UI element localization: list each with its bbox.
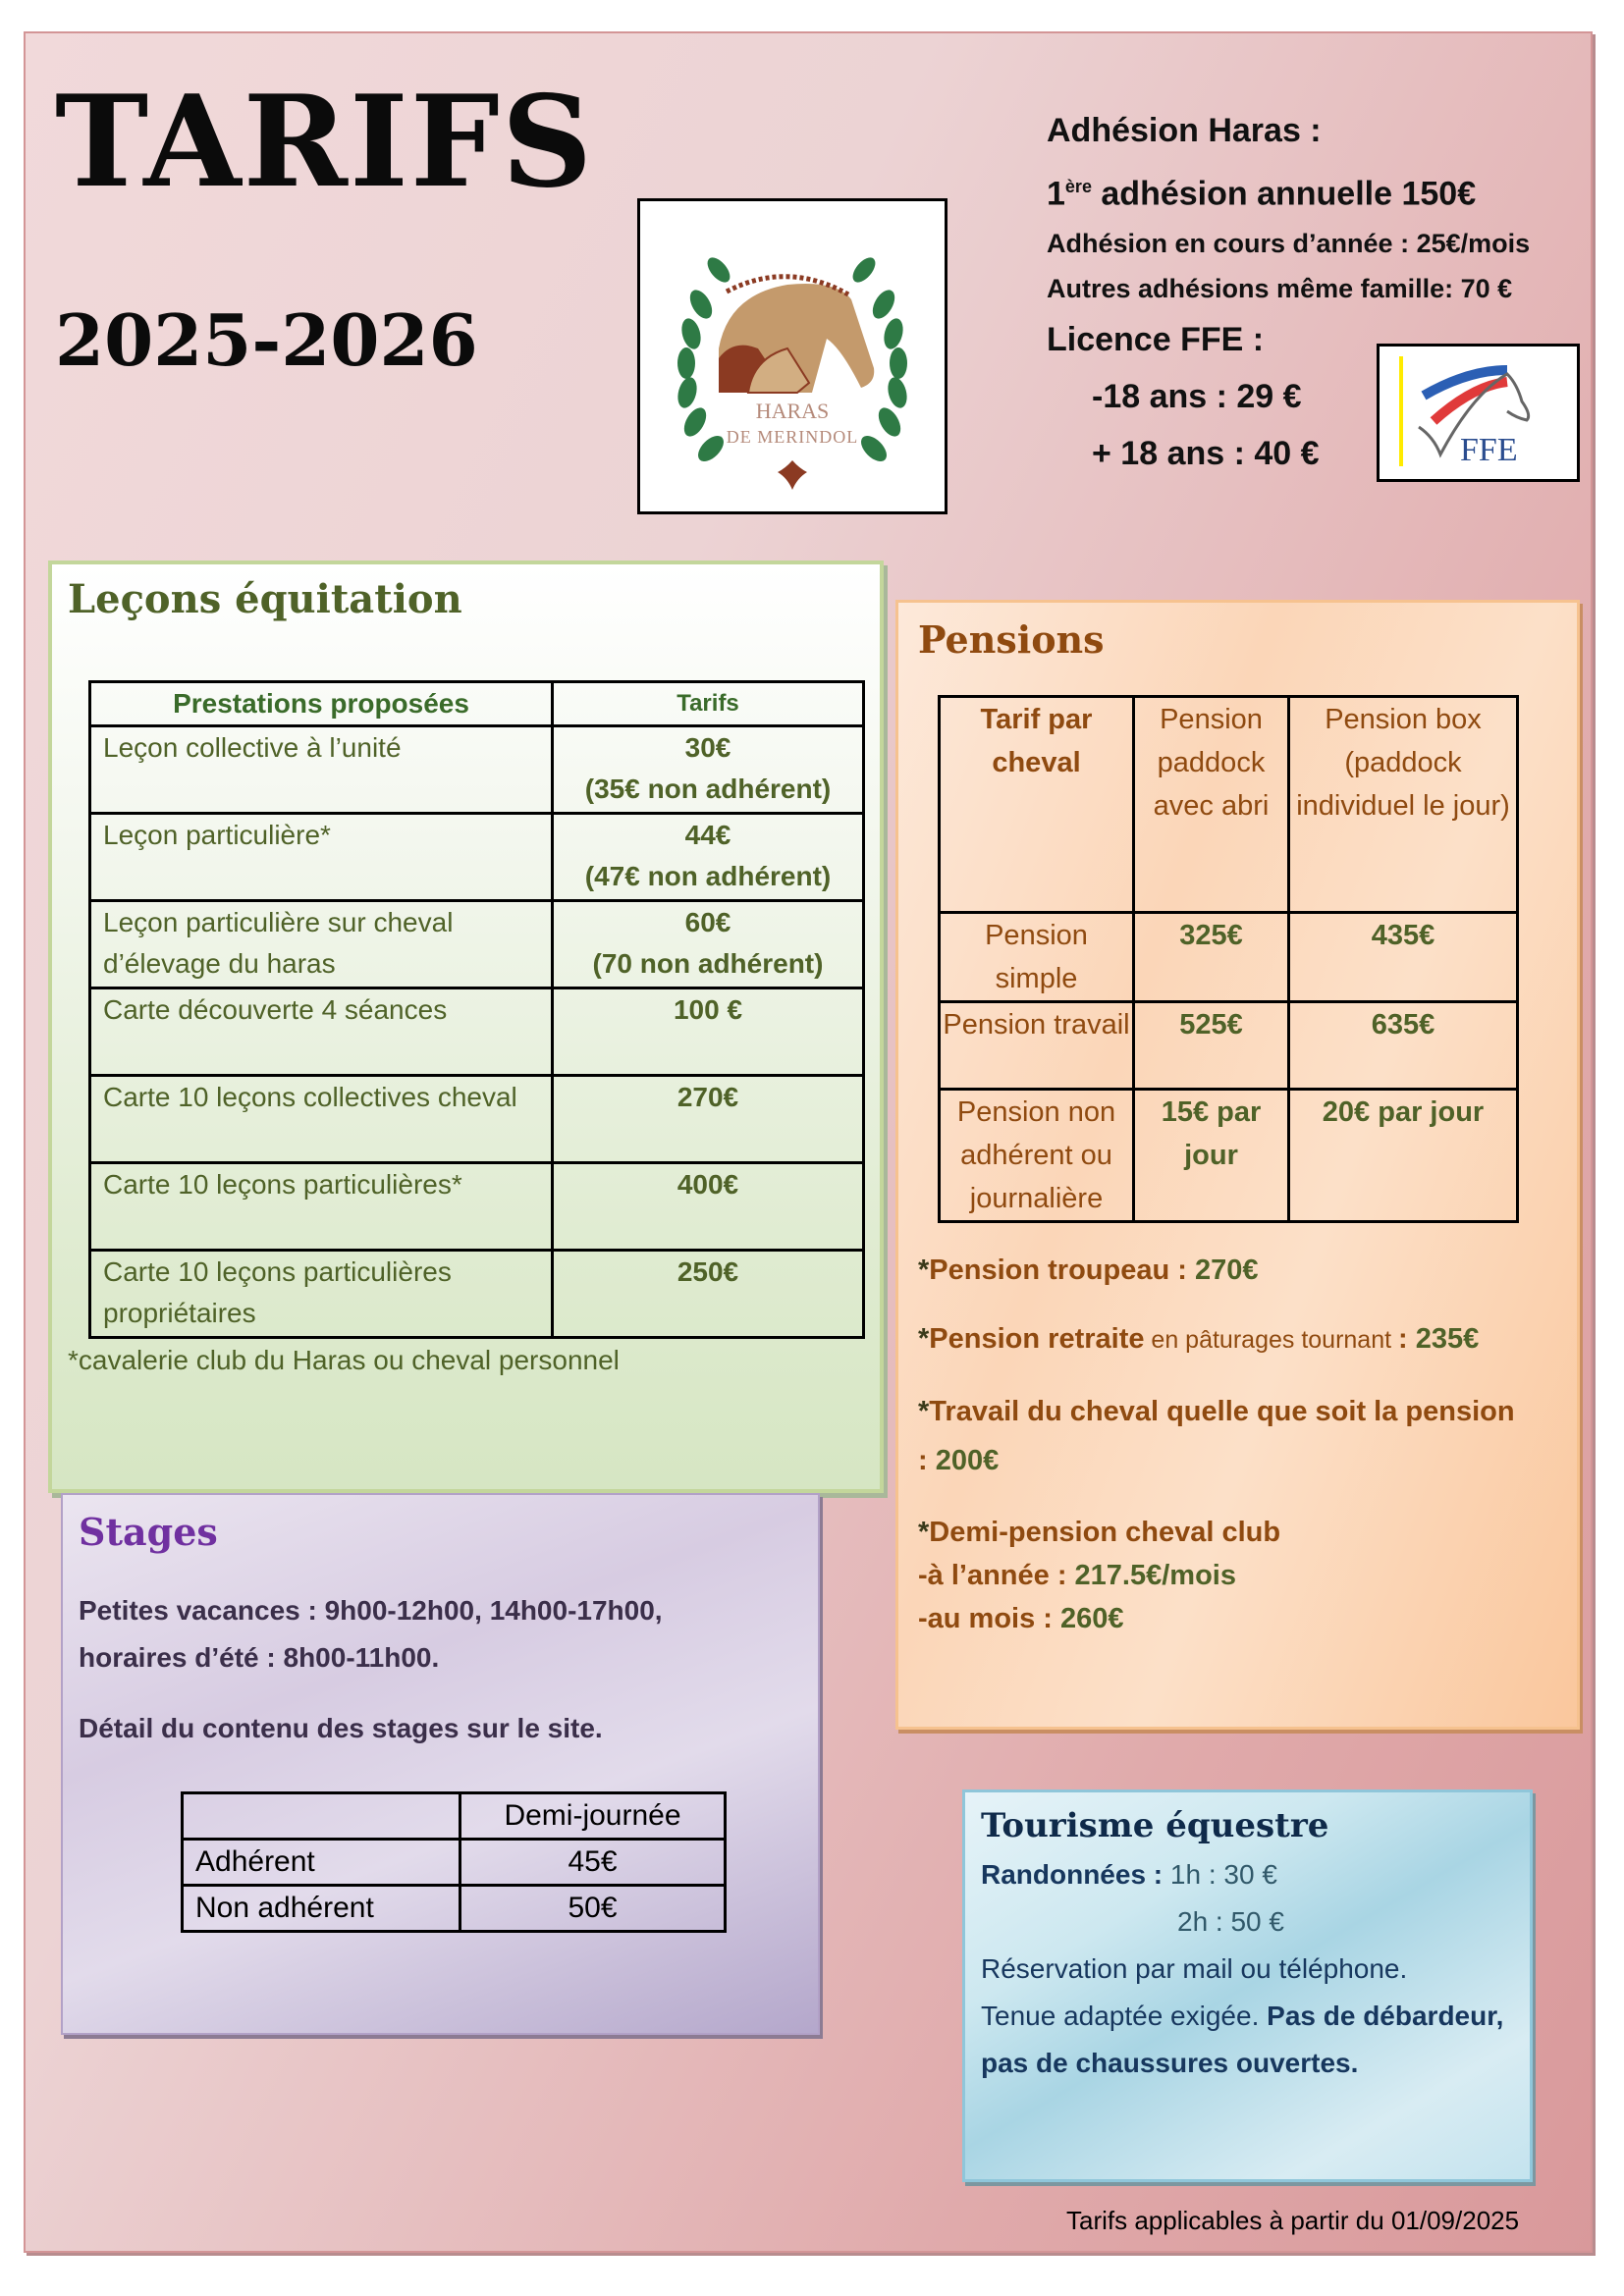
lecon-price-non-member: (70 non adhérent)	[592, 948, 824, 979]
price-sheet-page	[24, 31, 1593, 2253]
lecon-price	[553, 814, 864, 901]
pension-paddock-price: 525€	[1134, 1002, 1289, 1090]
retraite-detail: en pâturages tournant	[1144, 1326, 1399, 1354]
lecons-header-tarifs: Tarifs	[553, 682, 864, 726]
stages-schedule-line2: horaires d’été : 8h00-11h00.	[79, 1642, 440, 1673]
randonnees-2h-price: 2h : 50 €	[1177, 1906, 1284, 1937]
tourisme-panel	[962, 1789, 1533, 2182]
travail-label: Travail du cheval quelle que soit la pension :	[918, 1396, 1515, 1476]
ffe-logo-text: FFE	[1460, 432, 1518, 468]
demi-month-label: -au mois :	[918, 1603, 1061, 1634]
pensions-header-paddock: Pension paddock avec abri	[1134, 697, 1289, 913]
lecon-price: 250€	[553, 1251, 864, 1338]
lecon-price: 400€	[553, 1163, 864, 1251]
table-row	[183, 1840, 726, 1886]
stages-header-empty	[183, 1793, 460, 1840]
pensions-header-box: Pension box (paddock individuel le jour)	[1289, 697, 1518, 913]
validity-footer: Tarifs applicables à partir du 01/09/2025	[1066, 2206, 1520, 2235]
randonnees-1h	[981, 1851, 1518, 1898]
adhesion-title: Adhésion Haras :	[1047, 112, 1322, 149]
lecons-panel	[48, 561, 884, 1493]
pension-label: Pension travail	[940, 1002, 1134, 1090]
tourisme-inner	[981, 1800, 1518, 2171]
tourisme-content	[981, 1851, 1518, 2087]
demi-year-label: -à l’année :	[918, 1560, 1075, 1591]
asterisk: *	[918, 1517, 930, 1548]
stages-schedule	[79, 1587, 802, 1682]
tourisme-title: Tourisme équestre	[981, 1806, 1329, 1845]
lecon-label: Carte 10 leçons particulières*	[90, 1163, 553, 1251]
lecons-footnote: *cavalerie club du Haras ou cheval personnel	[68, 1345, 620, 1375]
stage-price: 50€	[460, 1886, 726, 1932]
stages-title: Stages	[79, 1510, 218, 1554]
stages-header-row	[183, 1793, 726, 1840]
table-row	[90, 726, 864, 814]
logo-haras-text: HARAS	[755, 399, 830, 423]
table-row	[940, 1090, 1518, 1222]
stages-panel	[61, 1493, 820, 2035]
pension-box-price: 635€	[1289, 1002, 1518, 1090]
stage-price: 45€	[460, 1840, 726, 1886]
pension-box-price: 20€ par jour	[1289, 1090, 1518, 1222]
table-row	[90, 901, 864, 988]
tenue-text: Tenue adaptée exigée.	[981, 2001, 1268, 2031]
pensions-table	[938, 695, 1519, 1223]
lecon-label: Carte 10 leçons collectives cheval	[90, 1076, 553, 1163]
lecon-price-value: 44€	[684, 820, 731, 850]
lecon-label: Leçon particulière*	[90, 814, 553, 901]
lecon-price-non-member: (47€ non adhérent)	[584, 861, 832, 891]
haras-de-merindol-logo	[637, 198, 947, 514]
page-title: TARIFS	[55, 69, 595, 216]
licence-title: Licence FFE :	[1047, 321, 1265, 359]
table-row	[90, 1076, 864, 1163]
pensions-panel	[895, 600, 1580, 1730]
table-row	[90, 1163, 864, 1251]
licence-under-18: -18 ans : 29 €	[1092, 378, 1302, 416]
logo-merindol-text: DE MERINDOL	[726, 427, 859, 447]
pensions-content	[918, 613, 1563, 1717]
troupeau-price: 270€	[1194, 1255, 1259, 1286]
pension-label: Pension simple	[940, 913, 1134, 1002]
pension-troupeau	[918, 1249, 1527, 1292]
horse-wreath-icon	[640, 201, 945, 511]
randonnees-label: Randonnées :	[981, 1859, 1170, 1890]
lecon-price	[553, 726, 864, 814]
lecon-price	[553, 901, 864, 988]
demi-pension-month	[918, 1597, 1527, 1640]
demi-pension	[918, 1511, 1527, 1640]
randonnees-1h-price: 1h : 30 €	[1169, 1859, 1277, 1890]
demi-pension-title	[918, 1511, 1527, 1554]
ffe-logo	[1377, 344, 1580, 482]
demi-label: Demi-pension cheval club	[929, 1517, 1281, 1548]
lecons-header-row	[90, 682, 864, 726]
lecon-price: 100 €	[553, 988, 864, 1076]
asterisk: *	[918, 1323, 930, 1355]
lecon-price-non-member: (35€ non adhérent)	[584, 774, 832, 804]
demi-month-price: 260€	[1060, 1603, 1124, 1634]
lecons-table	[88, 680, 865, 1339]
demi-year-price: 217.5€/mois	[1074, 1560, 1236, 1591]
pensions-title: Pensions	[918, 617, 1105, 662]
pensions-header-row	[940, 697, 1518, 913]
retraite-colon: :	[1398, 1323, 1416, 1355]
lecon-label: Carte 10 leçons particulières propriétaires	[90, 1251, 553, 1338]
lecon-price: 270€	[553, 1076, 864, 1163]
pension-label: Pension non adhérent ou journalière	[940, 1090, 1134, 1222]
lecon-label: Leçon collective à l’unité	[90, 726, 553, 814]
retraite-price: 235€	[1415, 1323, 1480, 1355]
lecons-content	[68, 572, 864, 1481]
lecons-header-prestations: Prestations proposées	[90, 682, 553, 726]
lecon-price-value: 30€	[684, 732, 731, 763]
table-row	[90, 1251, 864, 1338]
stages-table	[181, 1791, 727, 1933]
adhesion-family: Autres adhésions même famille: 70 €	[1047, 274, 1513, 304]
pension-notes	[918, 1249, 1563, 1640]
pension-box-price: 435€	[1289, 913, 1518, 1002]
asterisk: *	[918, 1396, 930, 1427]
troupeau-label: Pension troupeau :	[929, 1255, 1195, 1286]
adhesion-first-sup: ère	[1064, 177, 1092, 196]
season-title: 2025-2026	[55, 298, 478, 382]
adhesion-first	[1047, 159, 1530, 221]
licence-over-18: + 18 ans : 40 €	[1092, 435, 1320, 473]
stages-header-demi-journee: Demi-journée	[460, 1793, 726, 1840]
asterisk: *	[918, 1255, 930, 1286]
pension-retraite	[918, 1317, 1527, 1362]
logo-wordmark	[640, 398, 945, 449]
stages-schedule-line1: Petites vacances : 9h00-12h00, 14h00-17h00,	[79, 1595, 663, 1626]
table-row	[940, 1002, 1518, 1090]
lecon-label: Leçon particulière sur cheval d’élevage du haras	[90, 901, 553, 988]
travail-price: 200€	[935, 1445, 1000, 1476]
travail-cheval	[918, 1387, 1527, 1485]
lecons-title: Leçons équitation	[68, 576, 462, 622]
lecon-price-value: 60€	[684, 907, 731, 937]
table-row	[90, 988, 864, 1076]
pension-paddock-price: 15€ par jour	[1134, 1090, 1289, 1222]
stages-content	[79, 1505, 802, 2023]
table-row	[90, 814, 864, 901]
lecon-label: Carte découverte 4 séances	[90, 988, 553, 1076]
retraite-label: Pension retraite	[929, 1323, 1145, 1355]
demi-pension-year	[918, 1554, 1527, 1597]
stage-label: Adhérent	[183, 1840, 460, 1886]
pension-paddock-price: 325€	[1134, 913, 1289, 1002]
stages-detail: Détail du contenu des stages sur le site.	[79, 1713, 603, 1743]
tenue-info	[981, 1993, 1518, 2087]
table-row	[940, 913, 1518, 1002]
stage-label: Non adhérent	[183, 1886, 460, 1932]
reservation-info: Réservation par mail ou téléphone.	[981, 1953, 1408, 1984]
pensions-header-tarif: Tarif par cheval	[940, 697, 1134, 913]
adhesion-first-price: adhésion annuelle 150€	[1091, 175, 1477, 213]
table-row	[183, 1886, 726, 1932]
tenue-warning: Pas de débardeur, pas de chaussures ouvertes.	[981, 2001, 1504, 2078]
adhesion-in-year: Adhésion en cours d’année : 25€/mois	[1047, 229, 1531, 259]
adhesion-first-ordinal: 1	[1047, 175, 1065, 213]
